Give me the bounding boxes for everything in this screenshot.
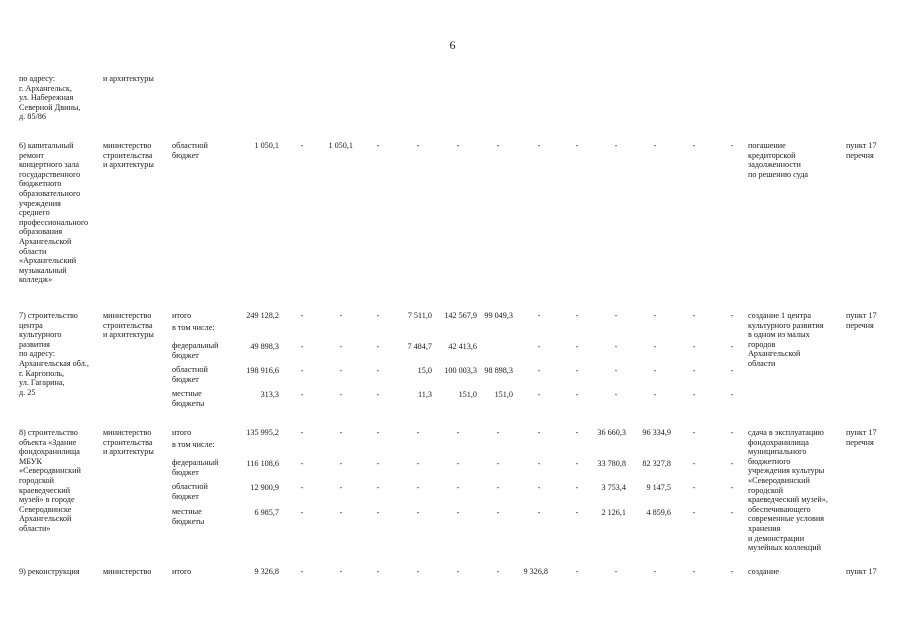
funding-source: в том числе: (172, 323, 215, 332)
expected-result: кредиторской (748, 150, 796, 160)
year-value: 98 898,3 (484, 366, 513, 375)
empty-cell-dash: - (300, 366, 304, 375)
reference: пункт 17 (846, 567, 877, 576)
object-name: Архангельской (19, 237, 72, 246)
expected-result: городов (748, 339, 776, 349)
funding-source: местные (172, 389, 202, 398)
empty-cell-dash: - (339, 508, 343, 517)
empty-cell-dash: - (339, 483, 343, 492)
expected-result: обеспечивающего (748, 504, 811, 514)
total-value: 9 326,8 (254, 567, 279, 576)
funding-source: бюджеты (172, 398, 205, 408)
object-name: области» (19, 524, 51, 533)
object-name: образовательного (19, 189, 81, 198)
executor: и архитектуры (103, 74, 154, 83)
empty-cell-dash: - (537, 508, 541, 517)
empty-cell-dash: - (537, 141, 541, 150)
empty-cell-dash: - (300, 342, 304, 351)
total-value: 1 050,1 (254, 141, 279, 150)
empty-cell-dash: - (376, 428, 380, 437)
year-value: 99 049,3 (484, 311, 513, 320)
empty-cell-dash: - (300, 311, 304, 320)
expected-result: и демонстрации (748, 533, 805, 543)
object-name: «Архангельский (19, 256, 77, 266)
empty-cell-dash: - (300, 483, 304, 492)
empty-cell-dash: - (537, 342, 541, 351)
year-value: 7 511,0 (407, 311, 432, 320)
empty-cell-dash: - (339, 459, 343, 468)
object-name: объекта «Здание (19, 437, 77, 447)
empty-cell-dash: - (575, 311, 579, 320)
expected-result: задолженности (748, 160, 801, 170)
empty-cell-dash: - (730, 342, 734, 351)
empty-cell-dash: - (376, 483, 380, 492)
total-value: 198 916,6 (246, 366, 279, 375)
object-name: д. 85/86 (19, 112, 46, 122)
empty-cell-dash: - (730, 366, 734, 375)
empty-cell-dash: - (575, 141, 579, 150)
empty-cell-dash: - (537, 459, 541, 468)
empty-cell-dash: - (339, 428, 343, 437)
object-name: 8) строительство (19, 428, 78, 437)
empty-cell-dash: - (339, 390, 343, 399)
empty-cell-dash: - (456, 567, 460, 576)
expected-result: учреждения культуры (748, 466, 825, 476)
reference: пункт 17 (846, 141, 877, 150)
empty-cell-dash: - (416, 428, 420, 437)
expected-result: бюджетного (748, 456, 791, 466)
empty-cell-dash: - (614, 311, 618, 320)
expected-result: фондохранилища (748, 437, 809, 447)
empty-cell-dash: - (692, 508, 696, 517)
object-name: Северодвинске (19, 504, 72, 514)
empty-cell-dash: - (614, 390, 618, 399)
executor: и архитектуры (103, 160, 154, 170)
object-name: среднего (19, 208, 50, 218)
year-value: 11,3 (417, 390, 432, 399)
empty-cell-dash: - (730, 390, 734, 399)
empty-cell-dash: - (339, 567, 343, 576)
empty-cell-dash: - (376, 311, 380, 320)
empty-cell-dash: - (376, 508, 380, 517)
reference: пункт 17 (846, 428, 877, 437)
object-name: краеведческий (19, 485, 71, 495)
reference: перечня (846, 150, 874, 160)
year-value: 100 003,3 (444, 366, 477, 375)
empty-cell-dash: - (537, 390, 541, 399)
object-name: д. 25 (19, 387, 36, 397)
object-name: развития (19, 339, 50, 349)
expected-result: сдача в эксплуатацию (748, 428, 824, 437)
funding-source: областной (172, 141, 208, 150)
object-name: по адресу: (19, 349, 56, 359)
empty-cell-dash: - (614, 342, 618, 351)
funding-source: итого (172, 311, 192, 320)
empty-cell-dash: - (376, 390, 380, 399)
empty-cell-dash: - (614, 141, 618, 150)
total-value: 6 985,7 (254, 508, 279, 517)
year-value: 82 327,8 (642, 459, 671, 468)
empty-cell-dash: - (575, 459, 579, 468)
empty-cell-dash: - (300, 390, 304, 399)
executor: и архитектуры (103, 330, 154, 340)
empty-cell-dash: - (730, 508, 734, 517)
empty-cell-dash: - (496, 508, 500, 517)
object-name: г. Каргополь, (19, 368, 65, 378)
expected-result: в одном из малых (748, 330, 810, 340)
empty-cell-dash: - (575, 508, 579, 517)
expected-result: музейных коллекций (748, 543, 822, 553)
object-name: центра (19, 320, 43, 330)
empty-cell-dash: - (692, 483, 696, 492)
funding-source: федеральный (172, 341, 219, 350)
total-value: 12 900,9 (250, 483, 279, 492)
funding-source: местные (172, 507, 202, 516)
year-value: 42 413,6 (448, 342, 477, 351)
empty-cell-dash: - (575, 366, 579, 375)
empty-cell-dash: - (456, 428, 460, 437)
executor: министерство (103, 141, 152, 150)
empty-cell-dash: - (339, 311, 343, 320)
object-name: государственного (19, 169, 81, 179)
empty-cell-dash: - (300, 567, 304, 576)
empty-cell-dash: - (692, 428, 696, 437)
empty-cell-dash: - (537, 311, 541, 320)
empty-cell-dash: - (339, 366, 343, 375)
reference: пункт 17 (846, 311, 877, 320)
empty-cell-dash: - (300, 508, 304, 517)
empty-cell-dash: - (653, 141, 657, 150)
object-name: МБУК (19, 456, 42, 466)
object-name: ул. Набережная (19, 93, 74, 103)
empty-cell-dash: - (614, 366, 618, 375)
year-value: 151,0 (494, 390, 513, 399)
empty-cell-dash: - (653, 342, 657, 351)
empty-cell-dash: - (456, 459, 460, 468)
funding-source: в том числе: (172, 440, 215, 449)
year-value: 151,0 (458, 390, 477, 399)
expected-result: краеведческий музей», (748, 495, 828, 505)
total-value: 116 108,6 (246, 459, 279, 468)
empty-cell-dash: - (376, 141, 380, 150)
funding-source: бюджеты (172, 516, 205, 526)
empty-cell-dash: - (456, 483, 460, 492)
funding-source: бюджет (172, 467, 199, 477)
object-name: г. Архангельск, (19, 83, 72, 93)
year-value: 4 859,6 (646, 508, 671, 517)
empty-cell-dash: - (653, 390, 657, 399)
object-name: 6) капитальный (19, 141, 74, 150)
empty-cell-dash: - (653, 311, 657, 320)
object-name: «Северодвинский (19, 466, 81, 476)
empty-cell-dash: - (376, 366, 380, 375)
object-name: бюджетного (19, 179, 62, 189)
object-name: 9) реконструкция (19, 567, 80, 576)
empty-cell-dash: - (653, 567, 657, 576)
year-value: 1 050,1 (328, 141, 353, 150)
expected-result: культурного развития (748, 320, 824, 330)
empty-cell-dash: - (730, 311, 734, 320)
object-name: фондохранилища (19, 447, 80, 457)
empty-cell-dash: - (537, 428, 541, 437)
year-value: 96 334,9 (642, 428, 671, 437)
empty-cell-dash: - (537, 366, 541, 375)
year-value: 9 326,8 (523, 567, 548, 576)
empty-cell-dash: - (456, 508, 460, 517)
empty-cell-dash: - (376, 567, 380, 576)
empty-cell-dash: - (692, 390, 696, 399)
empty-cell-dash: - (692, 342, 696, 351)
empty-cell-dash: - (496, 483, 500, 492)
year-value: 3 753,4 (601, 483, 626, 492)
object-name: ул. Гагарина, (19, 378, 65, 388)
page-number: 6 (449, 38, 456, 52)
funding-source: бюджет (172, 150, 199, 160)
object-name: 7) строительство (19, 311, 78, 320)
empty-cell-dash: - (416, 141, 420, 150)
executor: министерство (103, 428, 152, 437)
empty-cell-dash: - (376, 459, 380, 468)
expected-result: погашение (748, 141, 786, 150)
empty-cell-dash: - (496, 459, 500, 468)
empty-cell-dash: - (416, 508, 420, 517)
executor: министерство (103, 567, 152, 576)
executor: строительства (103, 437, 153, 447)
year-value: 9 147,5 (646, 483, 671, 492)
empty-cell-dash: - (730, 459, 734, 468)
empty-cell-dash: - (653, 366, 657, 375)
empty-cell-dash: - (575, 483, 579, 492)
year-value: 36 660,3 (597, 428, 626, 437)
funding-source: итого (172, 567, 192, 576)
total-value: 135 995,2 (246, 428, 279, 437)
object-name: городской (19, 476, 55, 485)
empty-cell-dash: - (300, 459, 304, 468)
year-value: 15,0 (417, 366, 432, 375)
year-value: 2 126,1 (601, 508, 626, 517)
expected-result: «Северодвинский (748, 476, 810, 485)
year-value: 7 484,7 (407, 342, 432, 351)
expected-result: городской (748, 485, 784, 495)
empty-cell-dash: - (416, 483, 420, 492)
expected-result: по решению суда (748, 169, 809, 179)
expected-result: Архангельской (748, 349, 801, 359)
empty-cell-dash: - (692, 459, 696, 468)
object-name: музей» в городе (19, 495, 75, 505)
object-name: культурного (19, 330, 62, 340)
object-name: области (19, 246, 47, 256)
executor: министерство (103, 311, 152, 320)
object-name: учреждения (19, 198, 61, 208)
empty-cell-dash: - (730, 483, 734, 492)
object-name: Архангельской (19, 514, 72, 524)
empty-cell-dash: - (416, 459, 420, 468)
object-name: колледж» (19, 275, 53, 285)
empty-cell-dash: - (416, 567, 420, 576)
expected-result: области (748, 359, 776, 368)
object-name: музыкальный (19, 265, 67, 275)
object-name: ремонт (19, 150, 44, 160)
expected-result: создание (748, 567, 780, 576)
empty-cell-dash: - (496, 428, 500, 437)
expected-result: хранения (748, 524, 781, 533)
empty-cell-dash: - (456, 141, 460, 150)
total-value: 49 898,3 (250, 342, 279, 351)
funding-source: бюджет (172, 374, 199, 384)
expected-result: современные условия (748, 514, 825, 524)
empty-cell-dash: - (575, 390, 579, 399)
empty-cell-dash: - (496, 567, 500, 576)
empty-cell-dash: - (730, 567, 734, 576)
funding-source: областной (172, 365, 208, 374)
object-name: концертного зала (19, 160, 80, 170)
executor: строительства (103, 320, 153, 330)
object-name: профессионального (19, 217, 89, 227)
expected-result: муниципального (748, 447, 807, 457)
empty-cell-dash: - (692, 311, 696, 320)
expected-result: создание 1 центра (748, 311, 812, 320)
year-value: 142 567,9 (444, 311, 477, 320)
object-name: Архангельская обл., (19, 359, 89, 368)
empty-cell-dash: - (496, 141, 500, 150)
funding-source: итого (172, 428, 192, 437)
empty-cell-dash: - (692, 366, 696, 375)
empty-cell-dash: - (614, 567, 618, 576)
empty-cell-dash: - (692, 141, 696, 150)
empty-cell-dash: - (339, 342, 343, 351)
empty-cell-dash: - (575, 342, 579, 351)
empty-cell-dash: - (692, 567, 696, 576)
empty-cell-dash: - (300, 141, 304, 150)
object-name: образования (19, 227, 63, 237)
reference: перечня (846, 437, 874, 447)
total-value: 313,3 (260, 390, 279, 399)
empty-cell-dash: - (300, 428, 304, 437)
object-name: по адресу: (19, 74, 56, 83)
funding-source: бюджет (172, 350, 199, 360)
empty-cell-dash: - (575, 567, 579, 576)
empty-cell-dash: - (730, 428, 734, 437)
empty-cell-dash: - (575, 428, 579, 437)
funding-source: федеральный (172, 458, 219, 467)
empty-cell-dash: - (730, 141, 734, 150)
executor: и архитектуры (103, 447, 154, 457)
empty-cell-dash: - (537, 483, 541, 492)
year-value: 33 780,8 (597, 459, 626, 468)
funding-source: бюджет (172, 491, 199, 501)
reference: перечня (846, 320, 874, 330)
funding-source: областной (172, 482, 208, 491)
object-name: Северной Двины, (19, 102, 81, 112)
executor: строительства (103, 150, 153, 160)
total-value: 249 128,2 (246, 311, 279, 320)
empty-cell-dash: - (376, 342, 380, 351)
